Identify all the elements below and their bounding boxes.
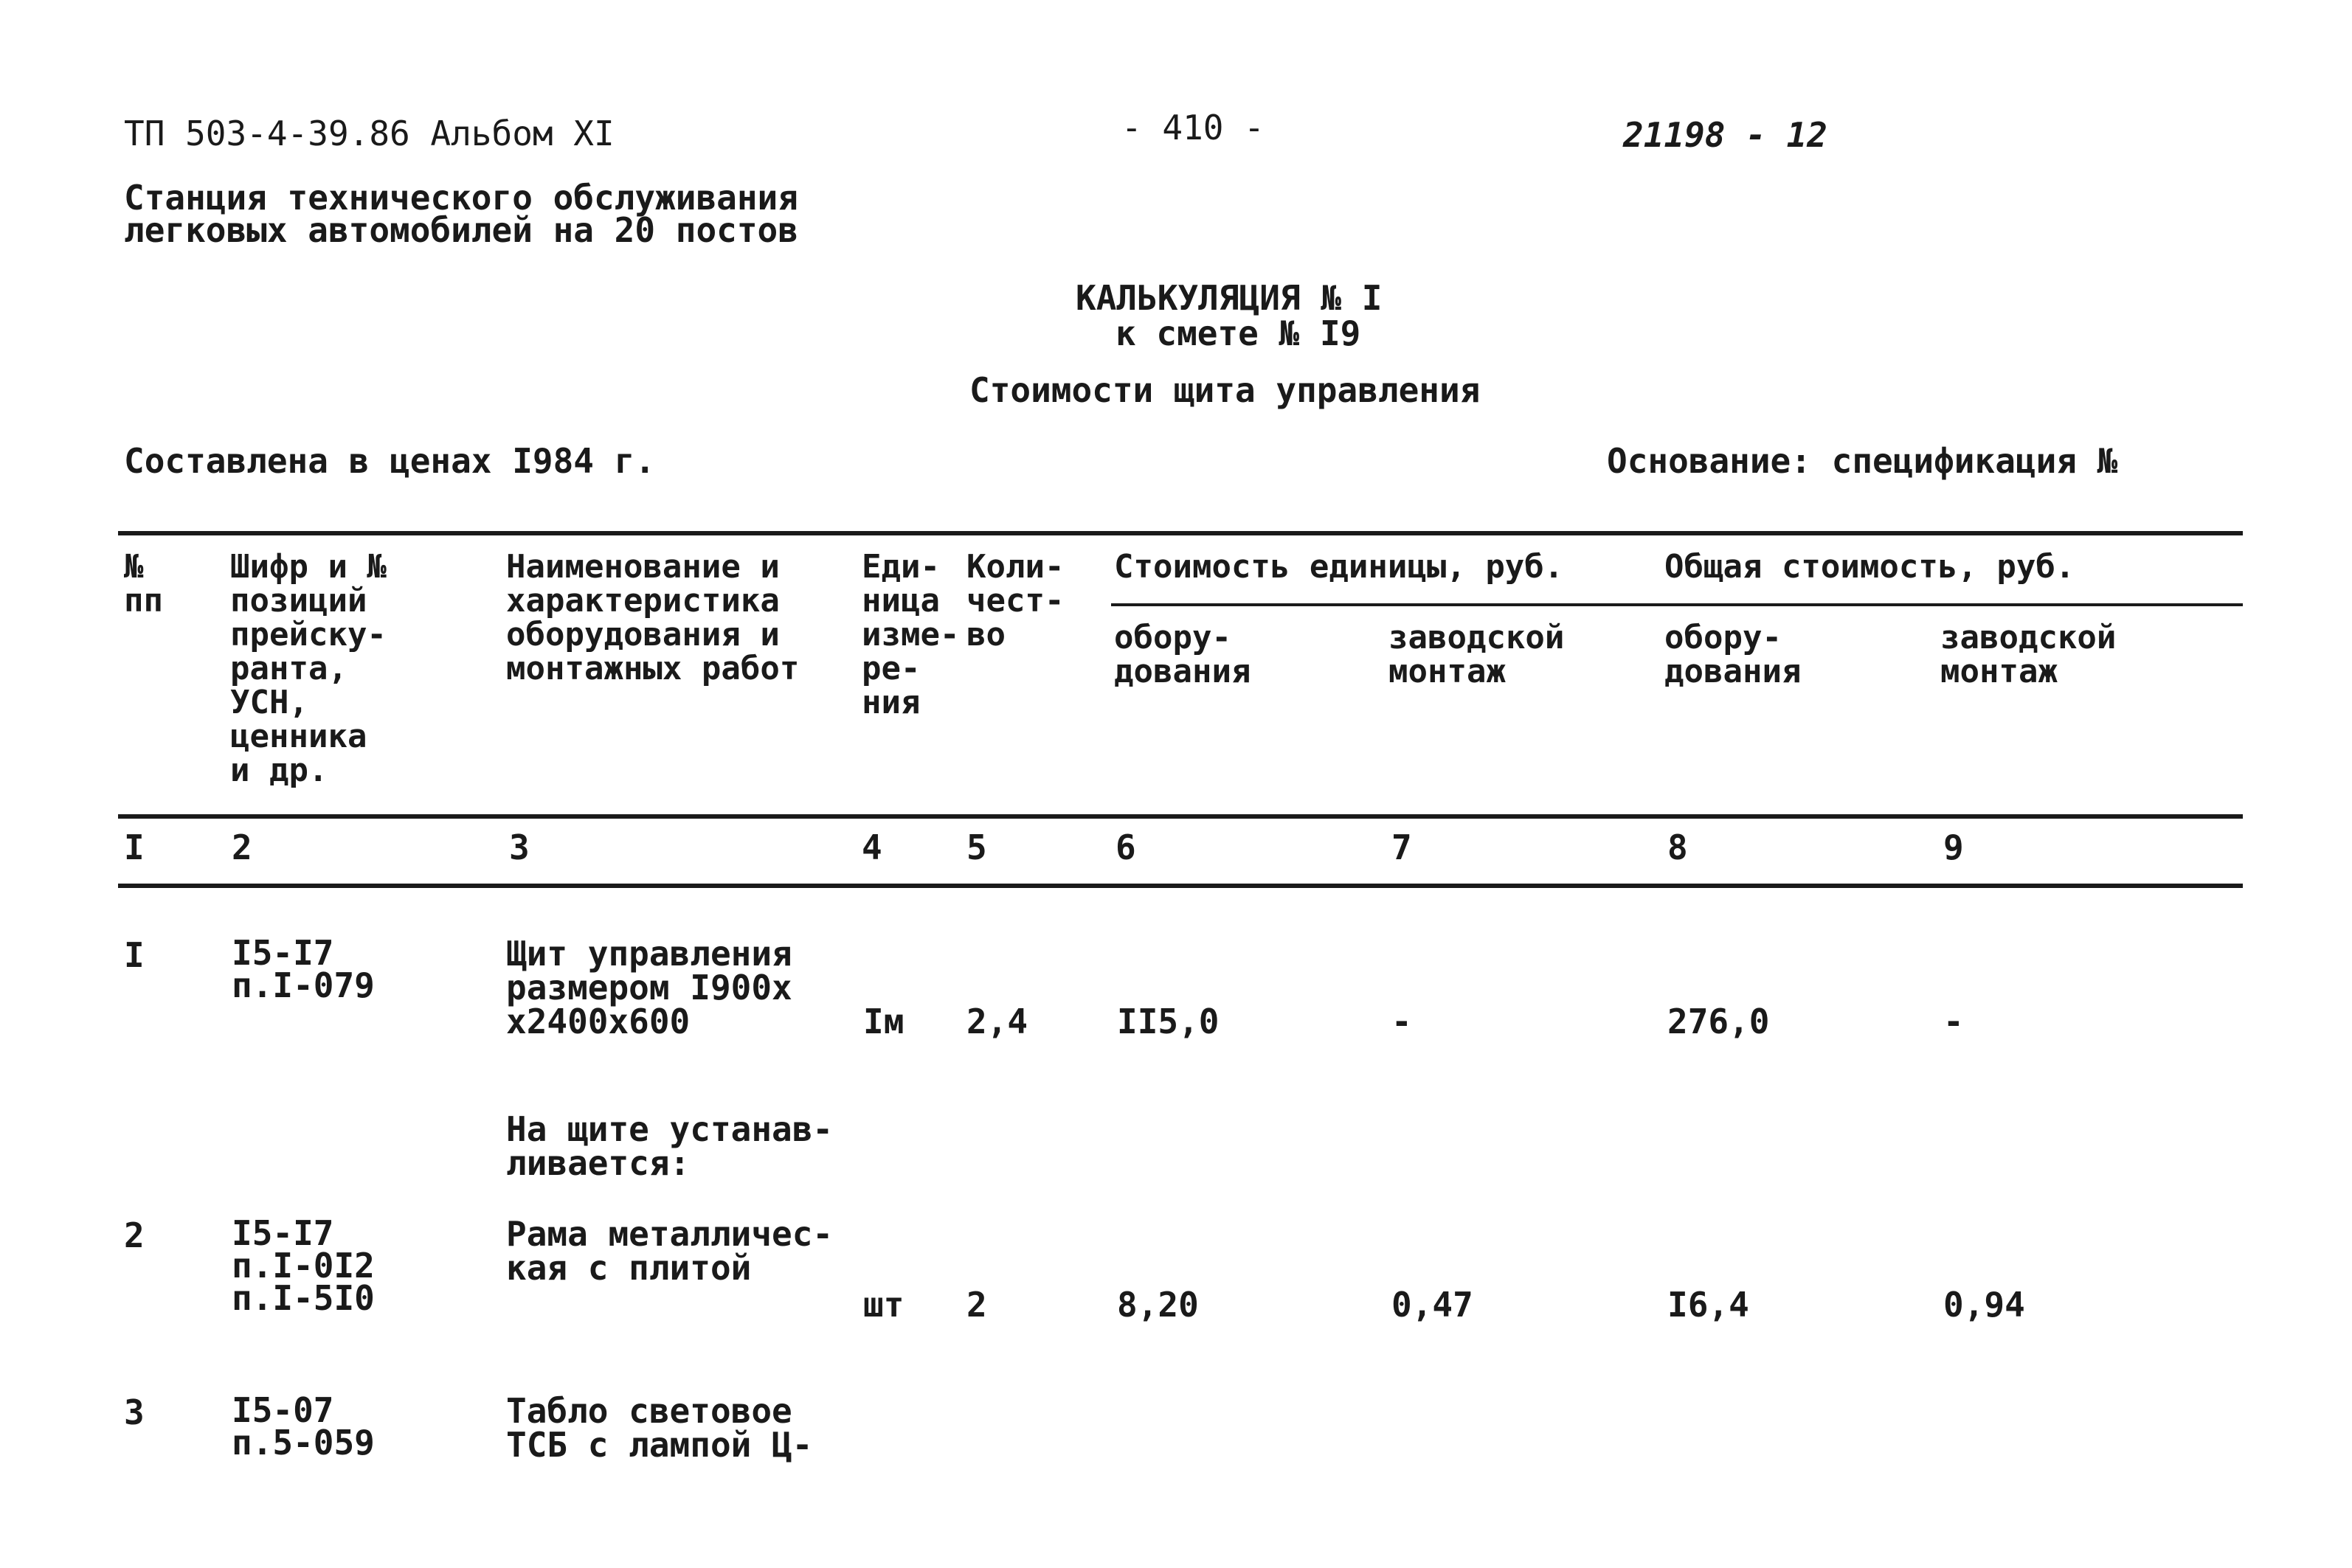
row-name: Рама металличес- кая с плитой [506,1214,834,1288]
project-title-line2: легковых автомобилей на 20 постов [124,210,798,250]
row-total-mounting-cost: 0,94 [1943,1285,2025,1325]
header-total-cost-group: Общая стоимость, руб. [1664,548,2075,586]
calculation-subject: Стоимости щита управления [969,370,1481,410]
row-code: I5-I7 п.I-079 [232,933,375,1005]
header-bottom-rule [118,814,2243,819]
row-number: I [124,935,145,975]
header-col8: обору- дования [1664,619,1802,690]
row-code: I5-I7 п.I-0I2 п.I-5I0 [232,1213,375,1318]
header-col7: заводской монтаж [1388,619,1565,690]
header-group-rule [1111,603,2243,606]
row-number: 2 [124,1215,145,1255]
header-col6: обору- дования [1114,619,1251,690]
page-number: - 410 - [1121,108,1265,148]
calculation-title: КАЛЬКУЛЯЦИЯ № I [1076,278,1383,318]
column-number: 8 [1667,828,1688,867]
column-number: 3 [509,828,530,867]
row-unit-equipment-cost: II5,0 [1117,1002,1220,1041]
project-title-line1: Станция технического обслуживания [124,178,798,218]
row-unit: шт [863,1285,905,1325]
row-name: Щит управления размером I900х х2400х600 [506,934,792,1041]
row-unit: Iм [863,1002,905,1041]
column-numbers-rule [118,884,2243,888]
column-number: 2 [232,828,252,867]
row-name: На щите устанав- ливается: [506,1109,834,1183]
header-col3: Наименование и характеристика оборудования и монтажных работ [506,548,800,687]
header-col9: заводской монтаж [1940,619,2117,690]
archive-number: 21198 - 12 [1623,115,1827,155]
prices-note: Составлена в ценах I984 г. [124,441,656,481]
row-quantity: 2,4 [966,1002,1028,1041]
row-total-equipment-cost: I6,4 [1667,1285,1749,1325]
column-number: I [124,828,145,867]
document-code: ТП 503-4-39.86 Альбом XI [124,114,615,153]
row-unit-equipment-cost: 8,20 [1117,1285,1199,1325]
row-unit-mounting-cost: 0,47 [1391,1285,1473,1325]
row-total-mounting-cost: - [1943,1002,1964,1041]
row-total-equipment-cost: 276,0 [1667,1002,1770,1041]
row-code: I5-07 п.5-059 [232,1390,375,1463]
header-col5: Коли- чест- во [966,548,1065,653]
column-number: 9 [1943,828,1964,867]
row-quantity: 2 [966,1285,987,1325]
row-unit-mounting-cost: - [1391,1002,1412,1041]
header-col2: Шифр и № позиций прейску- ранта, УСН, ценника и др. [230,548,387,789]
table-top-rule [118,531,2243,535]
basis-note: Основание: спецификация № [1607,441,2118,481]
header-col4: Еди- ница изме- ре- ния [862,548,960,721]
header-col1: № пп [124,548,163,620]
row-number: 3 [124,1392,145,1432]
header-unit-cost-group: Стоимость единицы, руб. [1114,548,1564,586]
column-number: 7 [1391,828,1412,867]
column-number: 4 [862,828,882,867]
column-number: 5 [966,828,987,867]
estimate-reference: к смете № I9 [1116,313,1361,353]
row-name: Табло световое ТСБ с лампой Ц- [506,1391,813,1465]
column-number: 6 [1116,828,1136,867]
